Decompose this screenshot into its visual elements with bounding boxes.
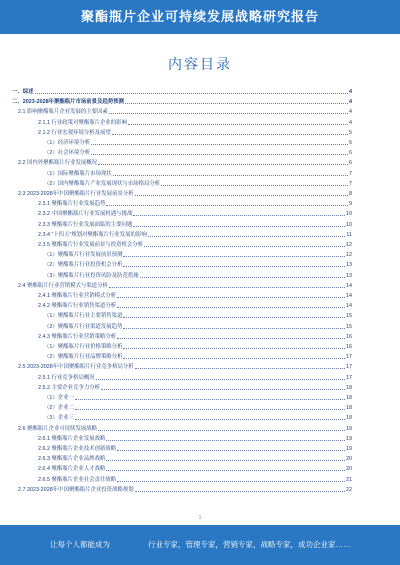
toc-entry-page: 4 <box>349 89 352 95</box>
toc-entry-title: （2）国内聚酯瓶片产业发展现状与市场格局分析 <box>44 180 161 187</box>
toc-entry-title: （1）经济环境分析 <box>44 140 91 146</box>
toc-entry-page: 14 <box>346 303 352 310</box>
toc-leader-dots <box>133 226 345 227</box>
toc-leader-dots <box>109 287 345 288</box>
toc-entry[interactable] <box>44 139 352 147</box>
toc-leader-dots <box>75 419 345 420</box>
toc-entry-title: （1）聚酯瓶片行业价格策略分析 <box>44 344 123 350</box>
toc-entry-title: 一、综述 <box>12 89 34 95</box>
toc-entry[interactable] <box>18 190 352 198</box>
toc-leader-dots <box>161 185 348 186</box>
toc-entry[interactable] <box>12 88 352 96</box>
toc-entry-page: 16 <box>346 333 352 340</box>
toc-entry[interactable] <box>18 425 352 433</box>
toc-leader-dots <box>106 470 345 471</box>
toc-entry-title: （2）聚酯瓶片行业渠道发展趋势 <box>44 323 123 330</box>
toc-entry-title: 2.6.2 聚酯瓶片企业技术创新战略 <box>38 446 117 452</box>
toc-entry-page: 21 <box>346 476 352 483</box>
toc-leader-dots <box>106 460 345 461</box>
toc-entry-page: 13 <box>346 272 352 279</box>
toc-leader-dots <box>91 154 348 155</box>
toc-entry-page: 20 <box>346 456 352 463</box>
toc-leader-dots <box>123 358 345 359</box>
toc-entry-page: 6 <box>349 150 352 157</box>
toc-entry-title: 2.4.2 聚酯瓶片行业销售渠道分析 <box>38 303 117 310</box>
toc-entry-page: 19 <box>346 435 352 442</box>
toc-leader-dots <box>125 103 348 104</box>
toc-entry-title: 2.4.1 聚酯瓶片行业营销模式分析 <box>38 293 117 299</box>
toc-entry-page: 19 <box>346 446 352 452</box>
toc-leader-dots <box>35 93 348 94</box>
toc-list <box>0 88 400 508</box>
toc-entry-page: 17 <box>346 364 352 371</box>
toc-entry-page: 12 <box>346 252 352 259</box>
toc-entry-page: 7 <box>349 180 352 187</box>
toc-entry[interactable] <box>38 210 352 218</box>
toc-leader-dots <box>123 256 345 257</box>
toc-leader-dots <box>140 277 345 278</box>
toc-leader-dots <box>112 134 348 135</box>
toc-entry-title: 2.5 2023-2028年中国聚酯瓶片行业竞争格局分析 <box>18 364 134 371</box>
toc-entry[interactable] <box>44 404 352 412</box>
toc-entry[interactable] <box>44 149 352 157</box>
toc-entry-title: 2.3.1 聚酯瓶片行业发展趋势 <box>38 201 106 208</box>
toc-entry-title: 2.1 影响聚酯瓶片企业发展的主要因素 <box>18 109 108 116</box>
toc-entry-title: 2.3.3 聚酯瓶片行业发展面临的主要问题 <box>38 221 133 228</box>
page-number: 1 <box>198 515 202 521</box>
toc-entry-title: （1）聚酯瓶片行业发展前景预测 <box>44 252 123 259</box>
toc-entry[interactable] <box>18 282 352 290</box>
toc-entry-title: 2.6.3 聚酯瓶片企业品牌战略 <box>38 456 106 463</box>
toc-entry-page: 22 <box>346 486 352 493</box>
toc-entry-title: 2.7 2023-2028年中国聚酯瓶片企业投资战略规划 <box>18 486 134 493</box>
toc-entry-title: （2）聚酯瓶片行业品牌策略分析 <box>44 354 123 361</box>
toc-entry[interactable] <box>38 476 352 484</box>
toc-leader-dots <box>117 450 345 451</box>
toc-leader-dots <box>117 297 345 298</box>
report-title: 聚酯瓶片企业可持续发展战略研究报告 <box>80 9 319 24</box>
toc-entry[interactable] <box>38 241 352 249</box>
toc-leader-dots <box>135 491 345 492</box>
toc-entry-page: 11 <box>346 231 352 238</box>
toc-entry-title: 2.6 聚酯瓶片企业可持续发展战略 <box>18 425 98 432</box>
toc-entry[interactable] <box>38 200 352 208</box>
toc-heading: 内容目录 <box>168 56 232 72</box>
header-banner <box>0 0 400 34</box>
toc-leader-dots <box>96 379 345 380</box>
toc-entry[interactable] <box>18 363 352 371</box>
toc-entry[interactable] <box>44 343 352 351</box>
toc-entry-title: 2.1.1 行业政策对聚酯瓶片企业的影响 <box>38 119 127 126</box>
toc-entry-page: 6 <box>349 160 352 167</box>
toc-entry[interactable] <box>38 302 352 310</box>
toc-entry-page: 15 <box>346 313 352 320</box>
toc-entry-title: 2.5.2 主要企业竞争力分析 <box>38 384 101 391</box>
toc-entry-page: 5 <box>349 129 352 136</box>
toc-entry-page: 17 <box>346 354 352 361</box>
toc-entry[interactable] <box>38 119 352 127</box>
toc-entry-page: 20 <box>346 466 352 473</box>
toc-entry[interactable] <box>38 231 352 239</box>
toc-entry-page: 18 <box>346 384 352 391</box>
toc-entry-page: 14 <box>346 282 352 289</box>
footer-banner <box>0 525 400 565</box>
toc-entry[interactable] <box>38 292 352 300</box>
toc-entry-page: 10 <box>346 211 352 218</box>
toc-entry-title: 2.6.5 聚酯瓶片企业社会责任战略 <box>38 476 117 483</box>
toc-entry-title: （3）聚酯瓶片行业投资风险及防范措施 <box>44 272 139 279</box>
toc-entry-title: 二、2023-2028年聚酯瓶片市场前景及趋势预测 <box>12 99 125 106</box>
toc-entry-page: 4 <box>349 109 352 116</box>
toc-entry[interactable] <box>12 98 352 106</box>
toc-entry-page: 14 <box>346 293 352 299</box>
toc-leader-dots <box>135 368 345 369</box>
toc-entry[interactable] <box>44 170 352 178</box>
toc-entry[interactable] <box>44 353 352 361</box>
toc-leader-dots <box>106 440 345 441</box>
toc-entry-title: （2）聚酯瓶片行业投资机会分析 <box>44 262 123 269</box>
toc-leader-dots <box>113 175 348 176</box>
toc-leader-dots <box>123 266 345 267</box>
toc-entry[interactable] <box>38 435 352 443</box>
toc-entry-title: 2.3.5 聚酯瓶片行业发展前景与投资机会分析 <box>38 242 144 248</box>
toc-entry[interactable] <box>38 465 352 473</box>
toc-leader-dots <box>128 124 348 125</box>
toc-entry-title: 2.3.4 “十四五”规划对聚酯瓶片行业发展的影响 <box>38 231 147 238</box>
toc-entry-page: 13 <box>346 262 352 269</box>
toc-entry-page: 9 <box>349 201 352 208</box>
toc-leader-dots <box>106 205 348 206</box>
toc-entry-title: （2）社会环境分析 <box>44 150 91 157</box>
toc-entry[interactable] <box>38 374 352 382</box>
toc-leader-dots <box>75 399 345 400</box>
toc-entry-title: （3）企业三 <box>44 415 74 422</box>
toc-entry[interactable] <box>38 384 352 392</box>
toc-entry-title: （1）聚酯瓶片行业主要销售渠道 <box>44 313 123 320</box>
toc-entry[interactable] <box>44 312 352 320</box>
toc-entry-page: 17 <box>346 374 352 381</box>
footer-slogan-right: 行业专家，管理专家，营销专家，战略专家，成功企业家…… <box>148 540 351 549</box>
toc-leader-dots <box>117 307 345 308</box>
toc-leader-dots <box>123 328 345 329</box>
toc-entry[interactable] <box>44 251 352 259</box>
toc-entry-page: 10 <box>346 221 352 228</box>
toc-entry[interactable] <box>44 414 352 422</box>
toc-leader-dots <box>123 348 345 349</box>
toc-entry-page: 8 <box>349 191 352 197</box>
toc-entry-title: 2.6.1 聚酯瓶片企业发展战略 <box>38 435 106 442</box>
toc-entry-page: 18 <box>346 405 352 412</box>
toc-entry-title: 2.3 2023-2028年中国聚酯瓶片行业发展前景分析 <box>18 191 134 197</box>
toc-entry-page: 19 <box>346 425 352 432</box>
toc-entry[interactable] <box>38 221 352 229</box>
toc-entry-title: 2.4 聚酯瓶片行业营销模式与渠道分析 <box>18 282 108 289</box>
toc-entry-page: 7 <box>349 170 352 177</box>
toc-entry-title: 2.1.2 行业宏观环境分析及展望 <box>38 129 111 136</box>
toc-entry-title: 2.5.1 行业竞争格局概况 <box>38 374 95 381</box>
toc-leader-dots <box>135 195 348 196</box>
toc-leader-dots <box>117 338 345 339</box>
toc-entry-page: 18 <box>346 395 352 401</box>
toc-entry-title: （1）企业一 <box>44 395 74 401</box>
footer-slogan-left: 让每个人都能成为 <box>50 540 110 549</box>
toc-entry-title: （2）企业二 <box>44 405 74 412</box>
toc-entry[interactable] <box>18 108 352 116</box>
toc-entry-page: 6 <box>349 140 352 146</box>
toc-entry-page: 4 <box>349 99 352 106</box>
toc-leader-dots <box>133 215 345 216</box>
toc-leader-dots <box>144 246 345 247</box>
toc-leader-dots <box>101 389 345 390</box>
toc-leader-dots <box>148 236 346 237</box>
toc-entry[interactable] <box>44 394 352 402</box>
toc-entry-page: 16 <box>346 344 352 350</box>
toc-leader-dots <box>75 409 345 410</box>
toc-entry[interactable] <box>44 323 352 331</box>
toc-entry-title: 2.4.3 聚酯瓶片行业营销策略分析 <box>38 333 117 340</box>
toc-entry[interactable] <box>44 272 352 280</box>
toc-leader-dots <box>123 317 345 318</box>
toc-entry-page: 18 <box>346 415 352 422</box>
toc-entry-title: 2.2 国内外聚酯瓶片行业发展概况 <box>18 160 98 167</box>
toc-entry[interactable] <box>38 455 352 463</box>
toc-leader-dots <box>117 481 345 482</box>
toc-leader-dots <box>109 113 348 114</box>
toc-entry-page: 4 <box>349 119 352 126</box>
toc-entry-title: 2.3.2 中国聚酯瓶片行业发展机遇与挑战 <box>38 211 133 218</box>
toc-leader-dots <box>98 164 348 165</box>
toc-leader-dots <box>91 144 348 145</box>
toc-entry[interactable] <box>44 180 352 188</box>
toc-entry-title: （1）国际聚酯瓶片市场现状 <box>44 170 112 177</box>
toc-entry[interactable] <box>18 486 352 494</box>
toc-entry-title: 2.6.4 聚酯瓶片企业人才战略 <box>38 466 106 473</box>
toc-entry[interactable] <box>44 261 352 269</box>
toc-entry-page: 12 <box>346 242 352 248</box>
toc-entry-page: 15 <box>346 323 352 330</box>
toc-leader-dots <box>98 430 345 431</box>
toc-entry[interactable] <box>38 333 352 341</box>
toc-entry[interactable] <box>38 129 352 137</box>
toc-entry[interactable] <box>18 159 352 167</box>
toc-entry[interactable] <box>38 445 352 453</box>
